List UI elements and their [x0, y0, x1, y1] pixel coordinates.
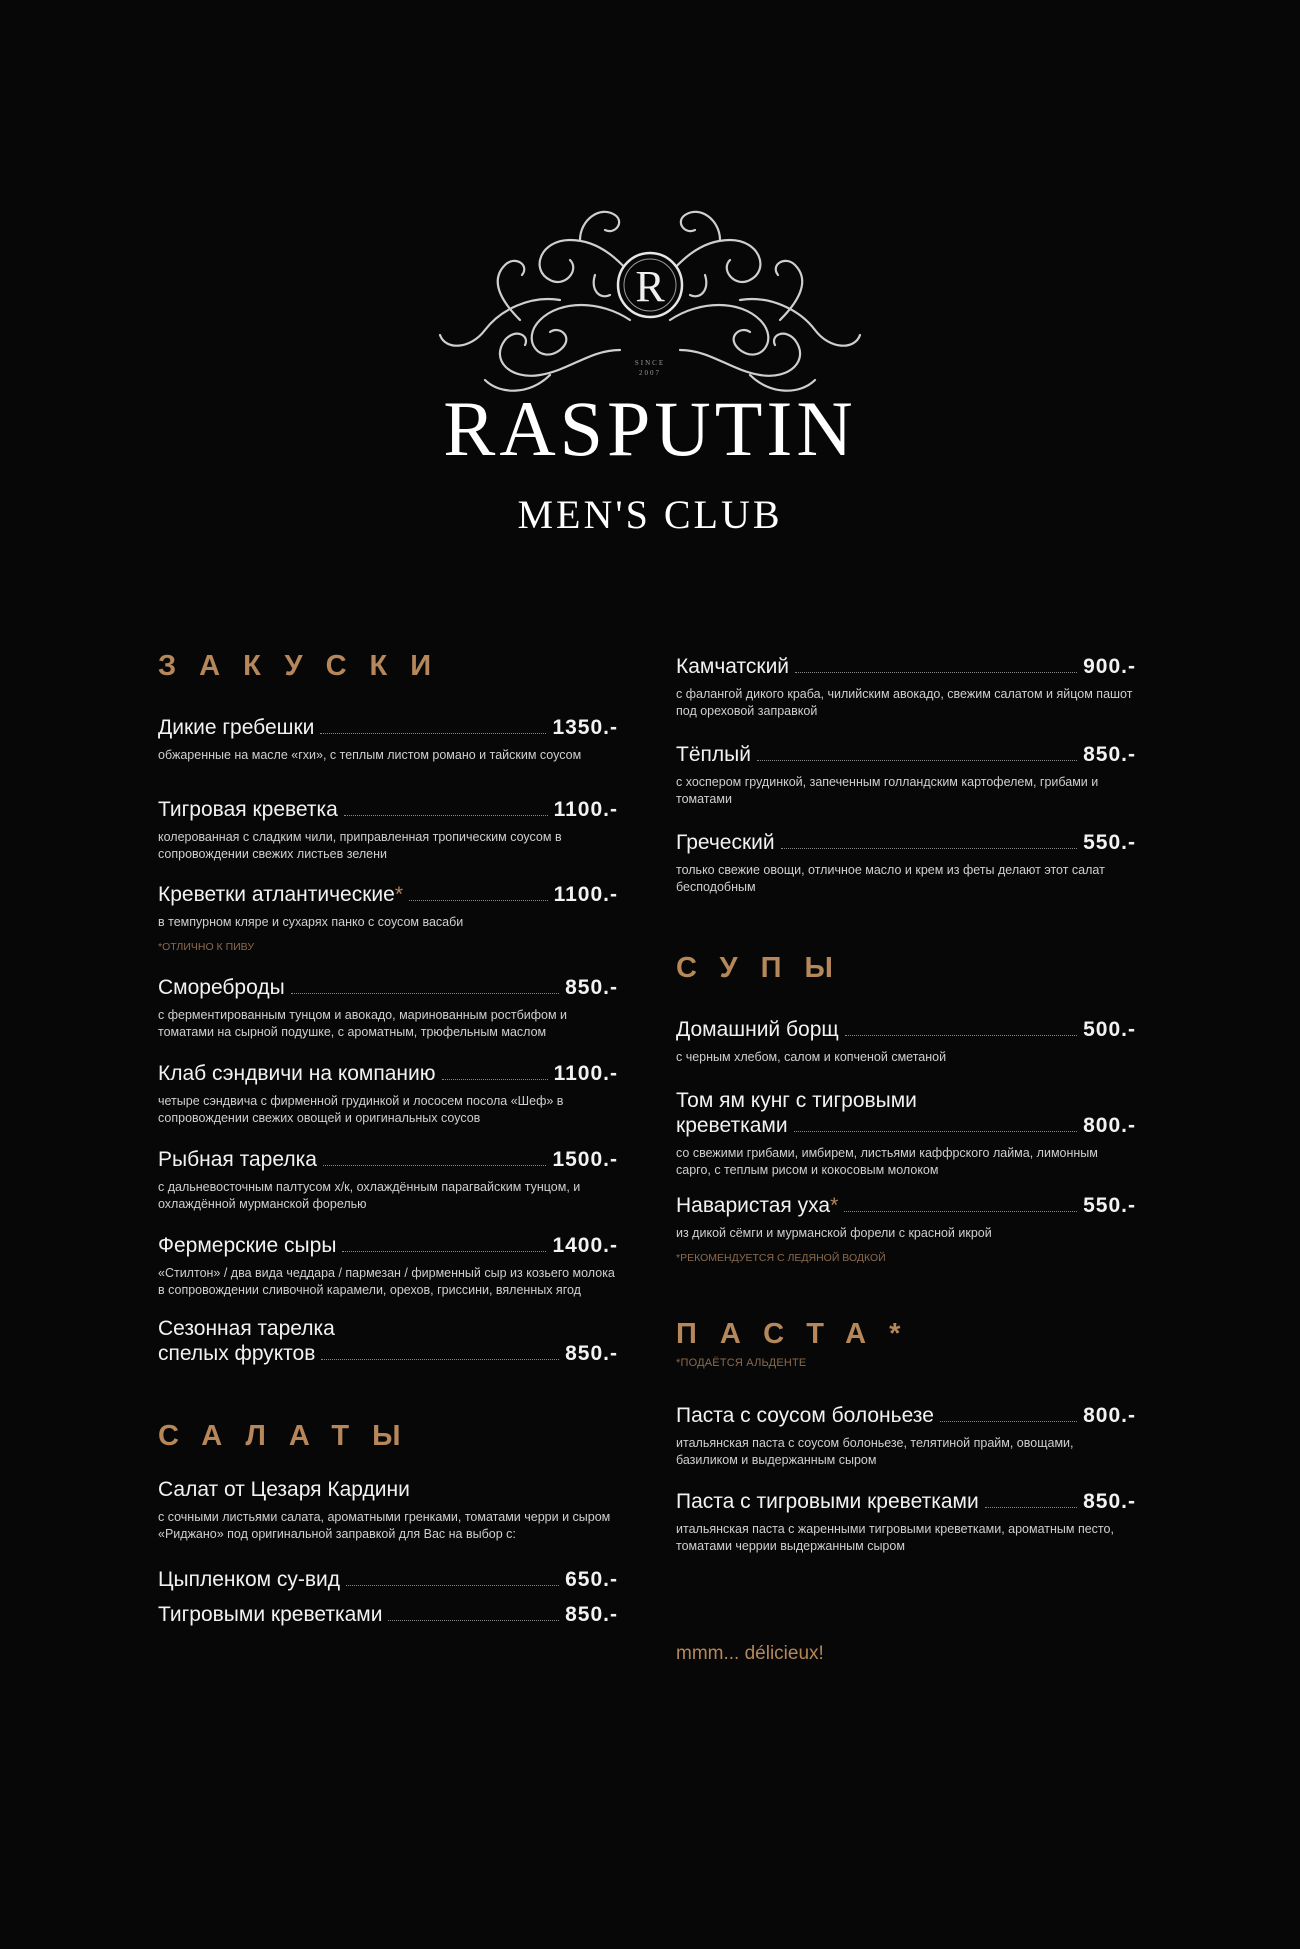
item-description: в темпурном кляре и сухарях панко с соусом васаби [158, 915, 464, 929]
item-price: 850.- [565, 1603, 618, 1626]
leader-dots [321, 1359, 559, 1360]
item-description: с дальневосточным палтусом х/к, охлаждённым парагвайским тунцом, и охлаждённой мурманской форелью [158, 1180, 581, 1211]
item-description: обжаренные на масле «гхи», с теплым листом романо и тайским соусом [158, 748, 582, 762]
item-description: колерованная с сладким чили, приправленная тропическим соусом в сопровождении свежих листьев зелени [158, 830, 562, 861]
menu-item [158, 975, 618, 1041]
item-name: Тигровыми креветками [158, 1603, 383, 1626]
menu-column-left [158, 640, 618, 1627]
item-name: Клаб сэндвичи на компанию [158, 1062, 436, 1085]
menu-item-option [158, 1602, 618, 1627]
item-description: с хоспером грудинкой, запеченным голландским картофелем, грибами и томатами [676, 775, 1099, 806]
item-description: со свежими грибами, имбирем, листьями каффрского лайма, лимонным сарго, с теплым рисом и кокосовым молоком [676, 1146, 1098, 1177]
leader-dots [442, 1079, 548, 1080]
item-name: Камчатский [676, 655, 790, 678]
leader-dots [795, 672, 1077, 673]
menu-item [158, 882, 618, 953]
leader-dots [844, 1211, 1077, 1212]
menu-item [158, 1147, 618, 1213]
brand-subtitle: MEN'S CLUB [517, 492, 783, 537]
star-mark: * [394, 883, 404, 906]
svg-text:2007: 2007 [639, 369, 661, 377]
item-name: Тигровая креветка [158, 798, 338, 821]
tagline: mmm... délicieux! [676, 1643, 824, 1664]
item-price: 550.- [1083, 1194, 1136, 1217]
leader-dots [845, 1035, 1077, 1036]
item-price: 800.- [1083, 1114, 1136, 1137]
item-name: Фермерские сыры [158, 1234, 337, 1257]
item-description: четыре сэндвича с фирменной грудинкой и лососем посола «Шеф» в сопровождении свежих овощей и оригинальных соусов [158, 1094, 564, 1125]
menu-item [676, 1193, 1136, 1264]
leader-dots [320, 733, 546, 734]
item-price: 1100.- [553, 883, 618, 906]
leader-dots [757, 760, 1077, 761]
section-title-supy: СУПЫ [676, 952, 856, 984]
leader-dots [342, 1251, 546, 1252]
leader-dots [940, 1421, 1077, 1422]
svg-text:SINCE: SINCE [634, 359, 666, 367]
item-name: Салат от Цезаря Кардини [158, 1478, 410, 1501]
leader-dots [346, 1585, 559, 1586]
item-price: 850.- [1083, 743, 1136, 766]
menu-item [158, 1061, 618, 1127]
item-note: *ОТЛИЧНО К ПИВУ [158, 941, 254, 953]
item-note: *РЕКОМЕНДУЕТСЯ С ЛЕДЯНОЙ ВОДКОЙ [676, 1252, 886, 1264]
item-name: Цыпленком су-вид [158, 1568, 341, 1591]
leader-dots [794, 1131, 1078, 1132]
item-price: 500.- [1083, 1018, 1136, 1041]
item-name: Паста с тигровыми креветками [676, 1490, 979, 1513]
item-price: 800.- [1083, 1404, 1136, 1427]
item-description: с сочными листьями салата, ароматными гренками, томатами черри и сыром «Риджано» под оригинальной заправкой для Вас на выбор с: [158, 1510, 611, 1541]
menu-item-option [158, 1567, 618, 1592]
star-mark: * [889, 1318, 901, 1350]
leader-dots [781, 848, 1078, 849]
item-name: Смореброды [158, 976, 285, 999]
menu-item [676, 1403, 1136, 1469]
section-title-pasta: ПАСТА* [676, 1318, 901, 1350]
item-price: 850.- [1083, 1490, 1136, 1513]
item-name: Том ям кунг с тигровыми [676, 1089, 917, 1112]
item-price: 1100.- [553, 798, 618, 821]
item-price: 650.- [565, 1568, 618, 1591]
leader-dots [323, 1165, 547, 1166]
item-description: с ферментированным тунцом и авокадо, маринованным ростбифом и томатами на сырной подушке, с ароматным, трюфельным маслом [158, 1008, 568, 1039]
menu-item [158, 1233, 618, 1299]
item-name: Тёплый [676, 743, 751, 766]
item-name: креветками [676, 1114, 788, 1137]
leader-dots [985, 1507, 1077, 1508]
menu-column-right [676, 640, 1136, 1665]
item-price: 1400.- [552, 1234, 618, 1257]
leader-dots [388, 1620, 559, 1621]
item-description: итальянская паста с жаренными тигровыми креветками, ароматным песто, томатами черрии выдержанным сыром [676, 1522, 1114, 1553]
item-name: спелых фруктов [158, 1342, 316, 1365]
menu-item-caesar [158, 1477, 618, 1543]
item-price: 1500.- [552, 1148, 618, 1171]
item-name: Домашний борщ [676, 1018, 839, 1041]
section-title-zakuski: ЗАКУСКИ [158, 650, 455, 682]
star-mark: * [830, 1194, 839, 1217]
item-name: Сезонная тарелка [158, 1317, 335, 1340]
menu-item [676, 1017, 1136, 1066]
brand-logo [0, 190, 1300, 560]
item-description: итальянская паста с соусом болоньезе, телятиной прайм, овощами, базиликом и выдержанным сыром [676, 1436, 1074, 1467]
item-name: Дикие гребешки [158, 716, 315, 739]
item-description: из дикой сёмги и мурманской форели с красной икрой [676, 1226, 992, 1240]
menu-item [158, 797, 618, 863]
section-note: *ПОДАЁТСЯ АЛЬДЕНТЕ [676, 1357, 807, 1369]
leader-dots [344, 815, 548, 816]
brand-title: RASPUTIN [443, 385, 857, 472]
menu-item [676, 1489, 1136, 1555]
item-price: 850.- [565, 976, 618, 999]
item-description: «Стилтон» / два вида чеддара / пармезан / фирменный сыр из козьего молока в сопровождении сливочной карамели, орехов, гриссини, вяленных ягод [158, 1266, 615, 1297]
item-name: Греческий [676, 831, 775, 854]
item-name: Рыбная тарелка [158, 1148, 317, 1171]
leader-dots [291, 993, 559, 994]
item-description: с черным хлебом, салом и копченой сметаной [676, 1050, 947, 1064]
menu-item [676, 742, 1136, 808]
menu-item [158, 715, 618, 764]
item-price: 1100.- [553, 1062, 618, 1085]
item-price: 1350.- [552, 716, 618, 739]
svg-text:R: R [635, 262, 665, 311]
ornament-crest-icon [430, 200, 870, 400]
item-name: Креветки атлантические* [158, 883, 404, 906]
item-name: Паста с соусом болоньезе [676, 1404, 934, 1427]
item-name: Наваристая уха* [676, 1194, 839, 1217]
menu-item [676, 830, 1136, 896]
item-price: 550.- [1083, 831, 1136, 854]
menu-item [676, 654, 1136, 720]
item-price: 900.- [1083, 655, 1136, 678]
item-price: 850.- [565, 1342, 618, 1365]
menu-item [676, 1088, 1136, 1179]
leader-dots [409, 900, 548, 901]
item-description: только свежие овощи, отличное масло и крем из феты делают этот салат бесподобным [676, 863, 1105, 894]
menu-item [158, 1316, 618, 1366]
item-description: с фалангой дикого краба, чилийским авокадо, свежим салатом и яйцом пашот под ореховой заправкой [676, 687, 1133, 718]
section-title-salaty: САЛАТЫ [158, 1420, 424, 1452]
